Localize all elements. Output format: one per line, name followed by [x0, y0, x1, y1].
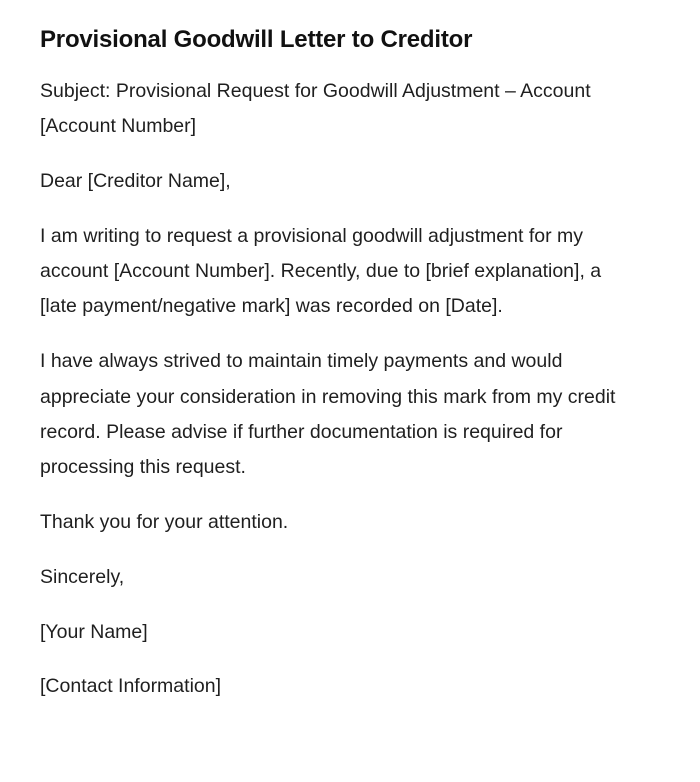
- closing: Sincerely,: [40, 565, 125, 588]
- subject-line: Subject: Provisional Request for Goodwill Adjustment – Account [Account Number]: [40, 80, 591, 138]
- body-paragraph-1: I am writing to request a provisional goodwill adjustment for my account [Account Number]. Recently, due to [brief explanation], a [late payment/negative mark] was recorded on [Date].: [40, 224, 602, 318]
- contact-information: [Contact Information]: [40, 675, 222, 698]
- signature-name: [Your Name]: [40, 620, 148, 643]
- thanks-line: Thank you for your attention.: [40, 510, 289, 533]
- body-paragraph-2: I have always strived to maintain timely payments and would appreciate your consideration in removing this mark from my credit record. Please advise if further documentation is required for processing this request.: [40, 350, 616, 479]
- greeting: Dear [Creditor Name],: [40, 170, 231, 193]
- letter-document: [40, 22, 640, 724]
- letter-title: Provisional Goodwill Letter to Creditor: [40, 26, 473, 53]
